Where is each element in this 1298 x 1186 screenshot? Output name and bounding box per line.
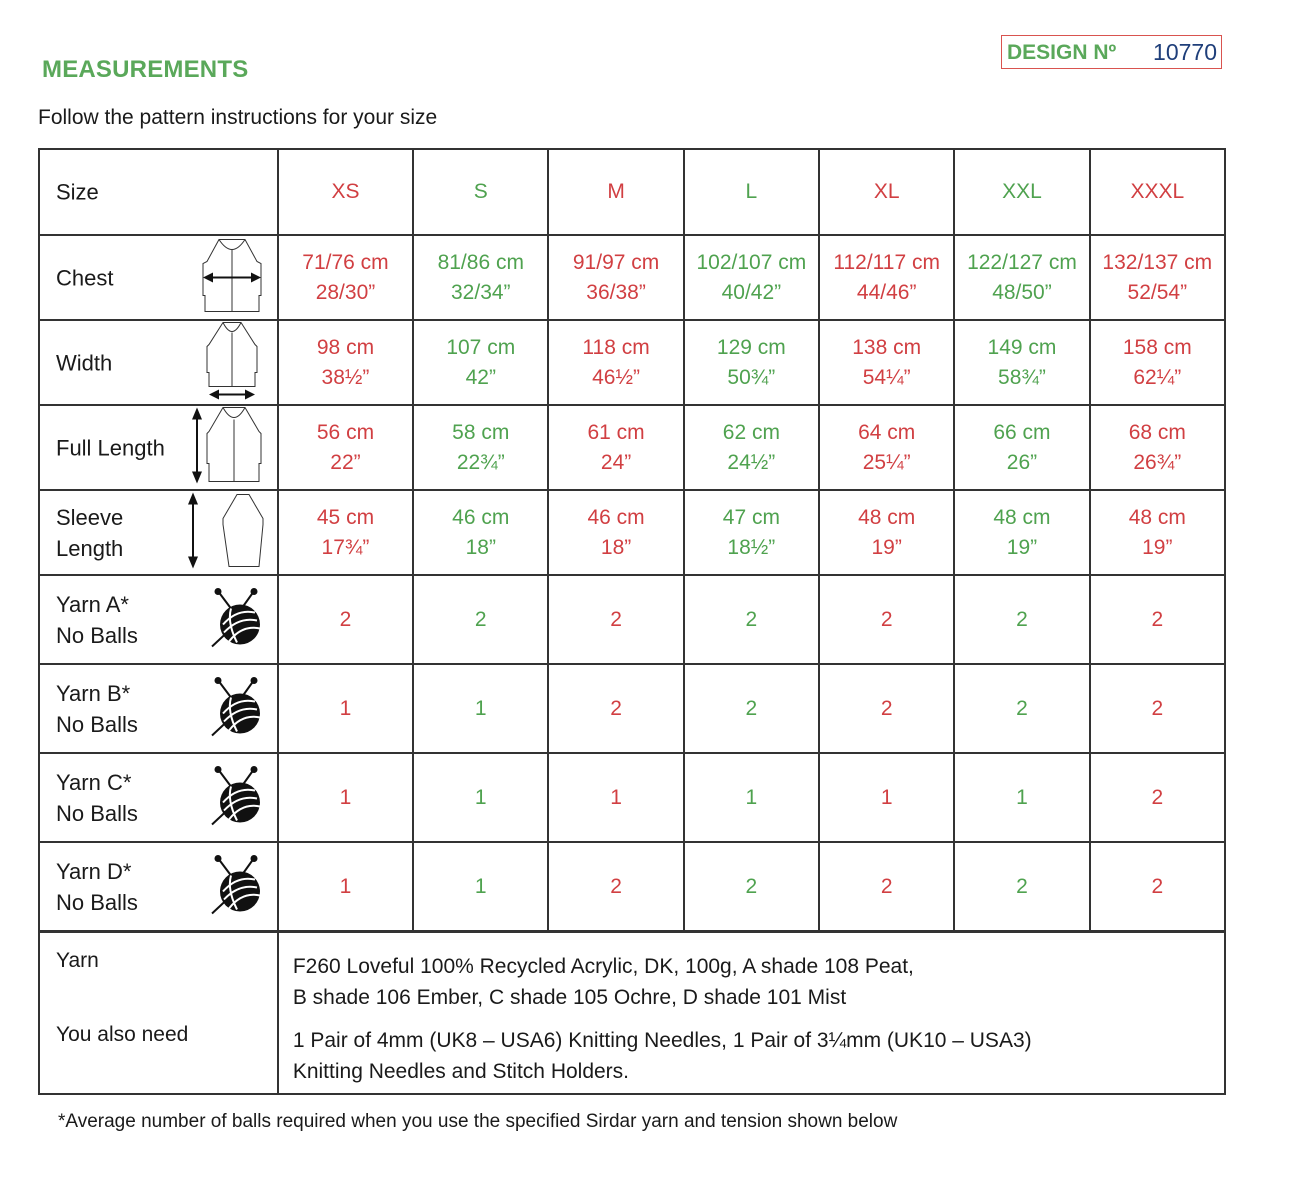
inch-value: 52/54” [1127, 280, 1188, 304]
measurement-row [39, 490, 1225, 575]
inch-value: 42” [465, 365, 496, 389]
cardigan-length-icon [189, 405, 265, 490]
design-number-box [1001, 35, 1222, 69]
inch-value: 54¼” [862, 365, 911, 389]
row-label [56, 502, 123, 564]
row-label-line: Sleeve [56, 504, 124, 530]
yarn-balls-row [39, 842, 1225, 932]
yarn-line: B shade 106 Ember, C shade 105 Ochre, D shade 101 Mist [292, 986, 847, 1009]
inch-value: 58¾” [998, 365, 1046, 389]
measurement-cell [549, 248, 682, 308]
size-header-s: S [473, 180, 488, 203]
yarn-ball-icon [209, 586, 265, 653]
ball-count: 2 [1151, 696, 1164, 720]
yarn-ball-icon [209, 764, 265, 831]
size-header-xxl: XXL [1002, 180, 1042, 203]
inch-value: 25¼” [862, 450, 911, 474]
measurement-cell [414, 418, 547, 478]
footnote: *Average number of balls required when you use the specified Sirdar yarn and tension shown below [58, 1111, 898, 1132]
yarn-line: F260 Loveful 100% Recycled Acrylic, DK, 100g, A shade 108 Peat, [292, 955, 914, 978]
measurement-cell [1091, 333, 1224, 393]
inch-value: 50¾” [727, 365, 776, 389]
cm-value: 118 cm [582, 335, 650, 359]
row-label-line: Length [56, 535, 124, 561]
cm-value: 45 cm [316, 505, 375, 529]
row-label [56, 856, 138, 918]
measurement-cell [820, 418, 953, 478]
cm-value: 158 cm [1122, 335, 1192, 359]
ball-count: 1 [610, 785, 622, 809]
size-header-m: M [607, 180, 625, 203]
inch-value: 22¾” [456, 450, 505, 474]
size-label: Size [56, 179, 99, 205]
inch-value: 44/46” [856, 280, 917, 304]
ball-count: 1 [745, 785, 758, 809]
measurement-cell [279, 248, 412, 308]
cm-value: 48 cm [1128, 505, 1186, 529]
inch-value: 32/34” [451, 280, 511, 304]
measurement-cell [955, 503, 1088, 563]
inch-value: 18” [600, 535, 632, 559]
page-subtitle: Follow the pattern instructions for your size [38, 106, 438, 129]
measurement-cell [549, 418, 682, 478]
cm-value: 47 cm [722, 505, 780, 529]
ball-count: 2 [745, 874, 758, 898]
measurement-cell [1091, 418, 1224, 478]
row-label [56, 589, 138, 651]
inch-value: 36/38” [586, 280, 646, 304]
yarn-description [293, 951, 1204, 1013]
ball-count: 2 [745, 607, 758, 631]
measurement-cell [955, 418, 1088, 478]
inch-value: 46½” [592, 365, 640, 389]
ball-count: 2 [610, 874, 622, 898]
row-label-line: No Balls [56, 889, 138, 915]
design-label: DESIGN Nº [1007, 41, 1117, 64]
cm-value: 56 cm [316, 420, 375, 444]
cm-value: 98 cm [316, 335, 375, 359]
also-line: Knitting Needles and Stitch Holders. [292, 1060, 630, 1083]
design-number: 10770 [1153, 39, 1217, 65]
ball-count: 2 [1016, 696, 1028, 720]
row-label-line: Chest [56, 265, 114, 290]
size-header-xxxl: XXXL [1130, 180, 1185, 203]
size-header-row [39, 149, 1225, 235]
row-label-line: No Balls [56, 622, 138, 648]
cm-value: 66 cm [993, 420, 1051, 444]
size-header-l: L [745, 180, 758, 203]
cardigan-chest-icon [199, 237, 265, 318]
measurement-cell [414, 248, 547, 308]
row-label-line: No Balls [56, 711, 138, 737]
row-label [56, 347, 112, 378]
ball-count: 1 [880, 785, 893, 809]
inch-value: 17¾” [321, 535, 370, 559]
inch-value: 48/50” [992, 280, 1052, 304]
ball-count: 2 [474, 607, 487, 631]
ball-count: 1 [339, 874, 352, 898]
ball-count: 2 [880, 874, 893, 898]
ball-count: 1 [339, 696, 352, 720]
inch-value: 19” [1142, 535, 1173, 559]
measurement-row [39, 235, 1225, 320]
measurement-cell [685, 418, 818, 478]
inch-value: 28/30” [315, 280, 376, 304]
ball-count: 1 [474, 874, 487, 898]
inch-value: 18½” [727, 535, 776, 559]
inch-value: 19” [871, 535, 902, 559]
cm-value: 46 cm [452, 505, 510, 529]
cm-value: 68 cm [1128, 420, 1186, 444]
measurement-row [39, 405, 1225, 490]
measurement-cell [1091, 248, 1224, 308]
ball-count: 2 [1151, 785, 1164, 809]
also-line: 1 Pair of 4mm (UK8 – USA6) Knitting Needles, 1 Pair of 3¼mm (UK10 – USA3) [292, 1029, 1032, 1052]
measurement-cell [820, 333, 953, 393]
cm-value: 102/107 cm [696, 250, 807, 274]
cm-value: 91/97 cm [572, 250, 660, 274]
ball-count: 2 [880, 696, 893, 720]
yarn-ball-icon [209, 675, 265, 742]
also-need-label: You also need [56, 1023, 189, 1046]
row-label-line: Yarn D* [56, 858, 132, 884]
sleeve-length-icon [185, 490, 265, 575]
cm-value: 64 cm [858, 420, 916, 444]
measurement-cell [414, 333, 547, 393]
measurement-cell [1091, 503, 1224, 563]
inch-value: 38½” [321, 365, 370, 389]
measurement-cell [414, 503, 547, 563]
yarn-label: Yarn [56, 949, 99, 972]
size-header-xs: XS [331, 180, 360, 203]
cm-value: 107 cm [446, 335, 516, 359]
cm-value: 48 cm [858, 505, 916, 529]
inch-value: 24” [600, 450, 632, 474]
measurements-table [38, 148, 1226, 1095]
yarn-info-row [39, 932, 1225, 1095]
row-label-line: Yarn A* [56, 591, 129, 617]
ball-count: 2 [1016, 874, 1028, 898]
cm-value: 48 cm [993, 505, 1051, 529]
ball-count: 2 [610, 696, 622, 720]
row-label-line: Full Length [56, 435, 165, 460]
cm-value: 46 cm [587, 505, 645, 529]
measurement-cell [549, 333, 682, 393]
cm-value: 62 cm [722, 420, 780, 444]
cm-value: 61 cm [587, 420, 645, 444]
inch-value: 62¼” [1133, 365, 1182, 389]
measurement-cell [279, 333, 412, 393]
measurement-cell [955, 333, 1088, 393]
inch-value: 26¾” [1133, 450, 1182, 474]
measurement-cell [820, 503, 953, 563]
inch-value: 26” [1006, 450, 1038, 474]
ball-count: 2 [745, 696, 758, 720]
ball-count: 2 [339, 607, 352, 631]
cm-value: 81/86 cm [437, 250, 524, 274]
row-label [56, 678, 138, 740]
inch-value: 18” [465, 535, 496, 559]
yarn-balls-row [39, 575, 1225, 664]
ball-count: 2 [1016, 607, 1028, 631]
inch-value: 19” [1006, 535, 1038, 559]
measurement-cell [955, 248, 1088, 308]
measurement-cell [549, 503, 682, 563]
yarn-balls-row [39, 753, 1225, 842]
cm-value: 138 cm [852, 335, 922, 359]
measurement-row [39, 320, 1225, 405]
cm-value: 122/127 cm [967, 250, 1077, 274]
inch-value: 24½” [727, 450, 776, 474]
ball-count: 1 [474, 696, 487, 720]
row-label-line: Width [56, 350, 113, 375]
cm-value: 129 cm [716, 335, 786, 359]
row-label-line: Yarn C* [56, 769, 132, 795]
row-label [56, 432, 165, 463]
cm-value: 71/76 cm [302, 250, 389, 274]
measurement-cell [685, 248, 818, 308]
cm-value: 112/117 cm [833, 250, 940, 274]
row-label [56, 767, 138, 829]
ball-count: 2 [1151, 874, 1164, 898]
measurement-cell [685, 333, 818, 393]
row-label-line: No Balls [56, 800, 138, 826]
inch-value: 40/42” [721, 280, 782, 304]
size-header-xl: XL [873, 180, 900, 203]
row-label [56, 262, 113, 293]
yarn-balls-row [39, 664, 1225, 753]
ball-count: 2 [1151, 607, 1164, 631]
measurement-cell [820, 248, 953, 308]
ball-count: 1 [1016, 785, 1028, 809]
yarn-ball-icon [209, 853, 265, 920]
ball-count: 1 [339, 785, 352, 809]
cm-value: 149 cm [987, 335, 1057, 359]
also-need-description [293, 1025, 1204, 1087]
cm-value: 132/137 cm [1102, 250, 1213, 274]
cardigan-width-icon [199, 320, 265, 405]
ball-count: 2 [610, 607, 622, 631]
ball-count: 1 [474, 785, 487, 809]
cm-value: 58 cm [452, 420, 510, 444]
row-label-line: Yarn B* [56, 680, 131, 706]
measurement-cell [685, 503, 818, 563]
measurement-cell [279, 503, 412, 563]
page-title: MEASUREMENTS [42, 56, 249, 83]
measurement-cell [279, 418, 412, 478]
ball-count: 2 [880, 607, 893, 631]
inch-value: 22” [330, 450, 361, 474]
